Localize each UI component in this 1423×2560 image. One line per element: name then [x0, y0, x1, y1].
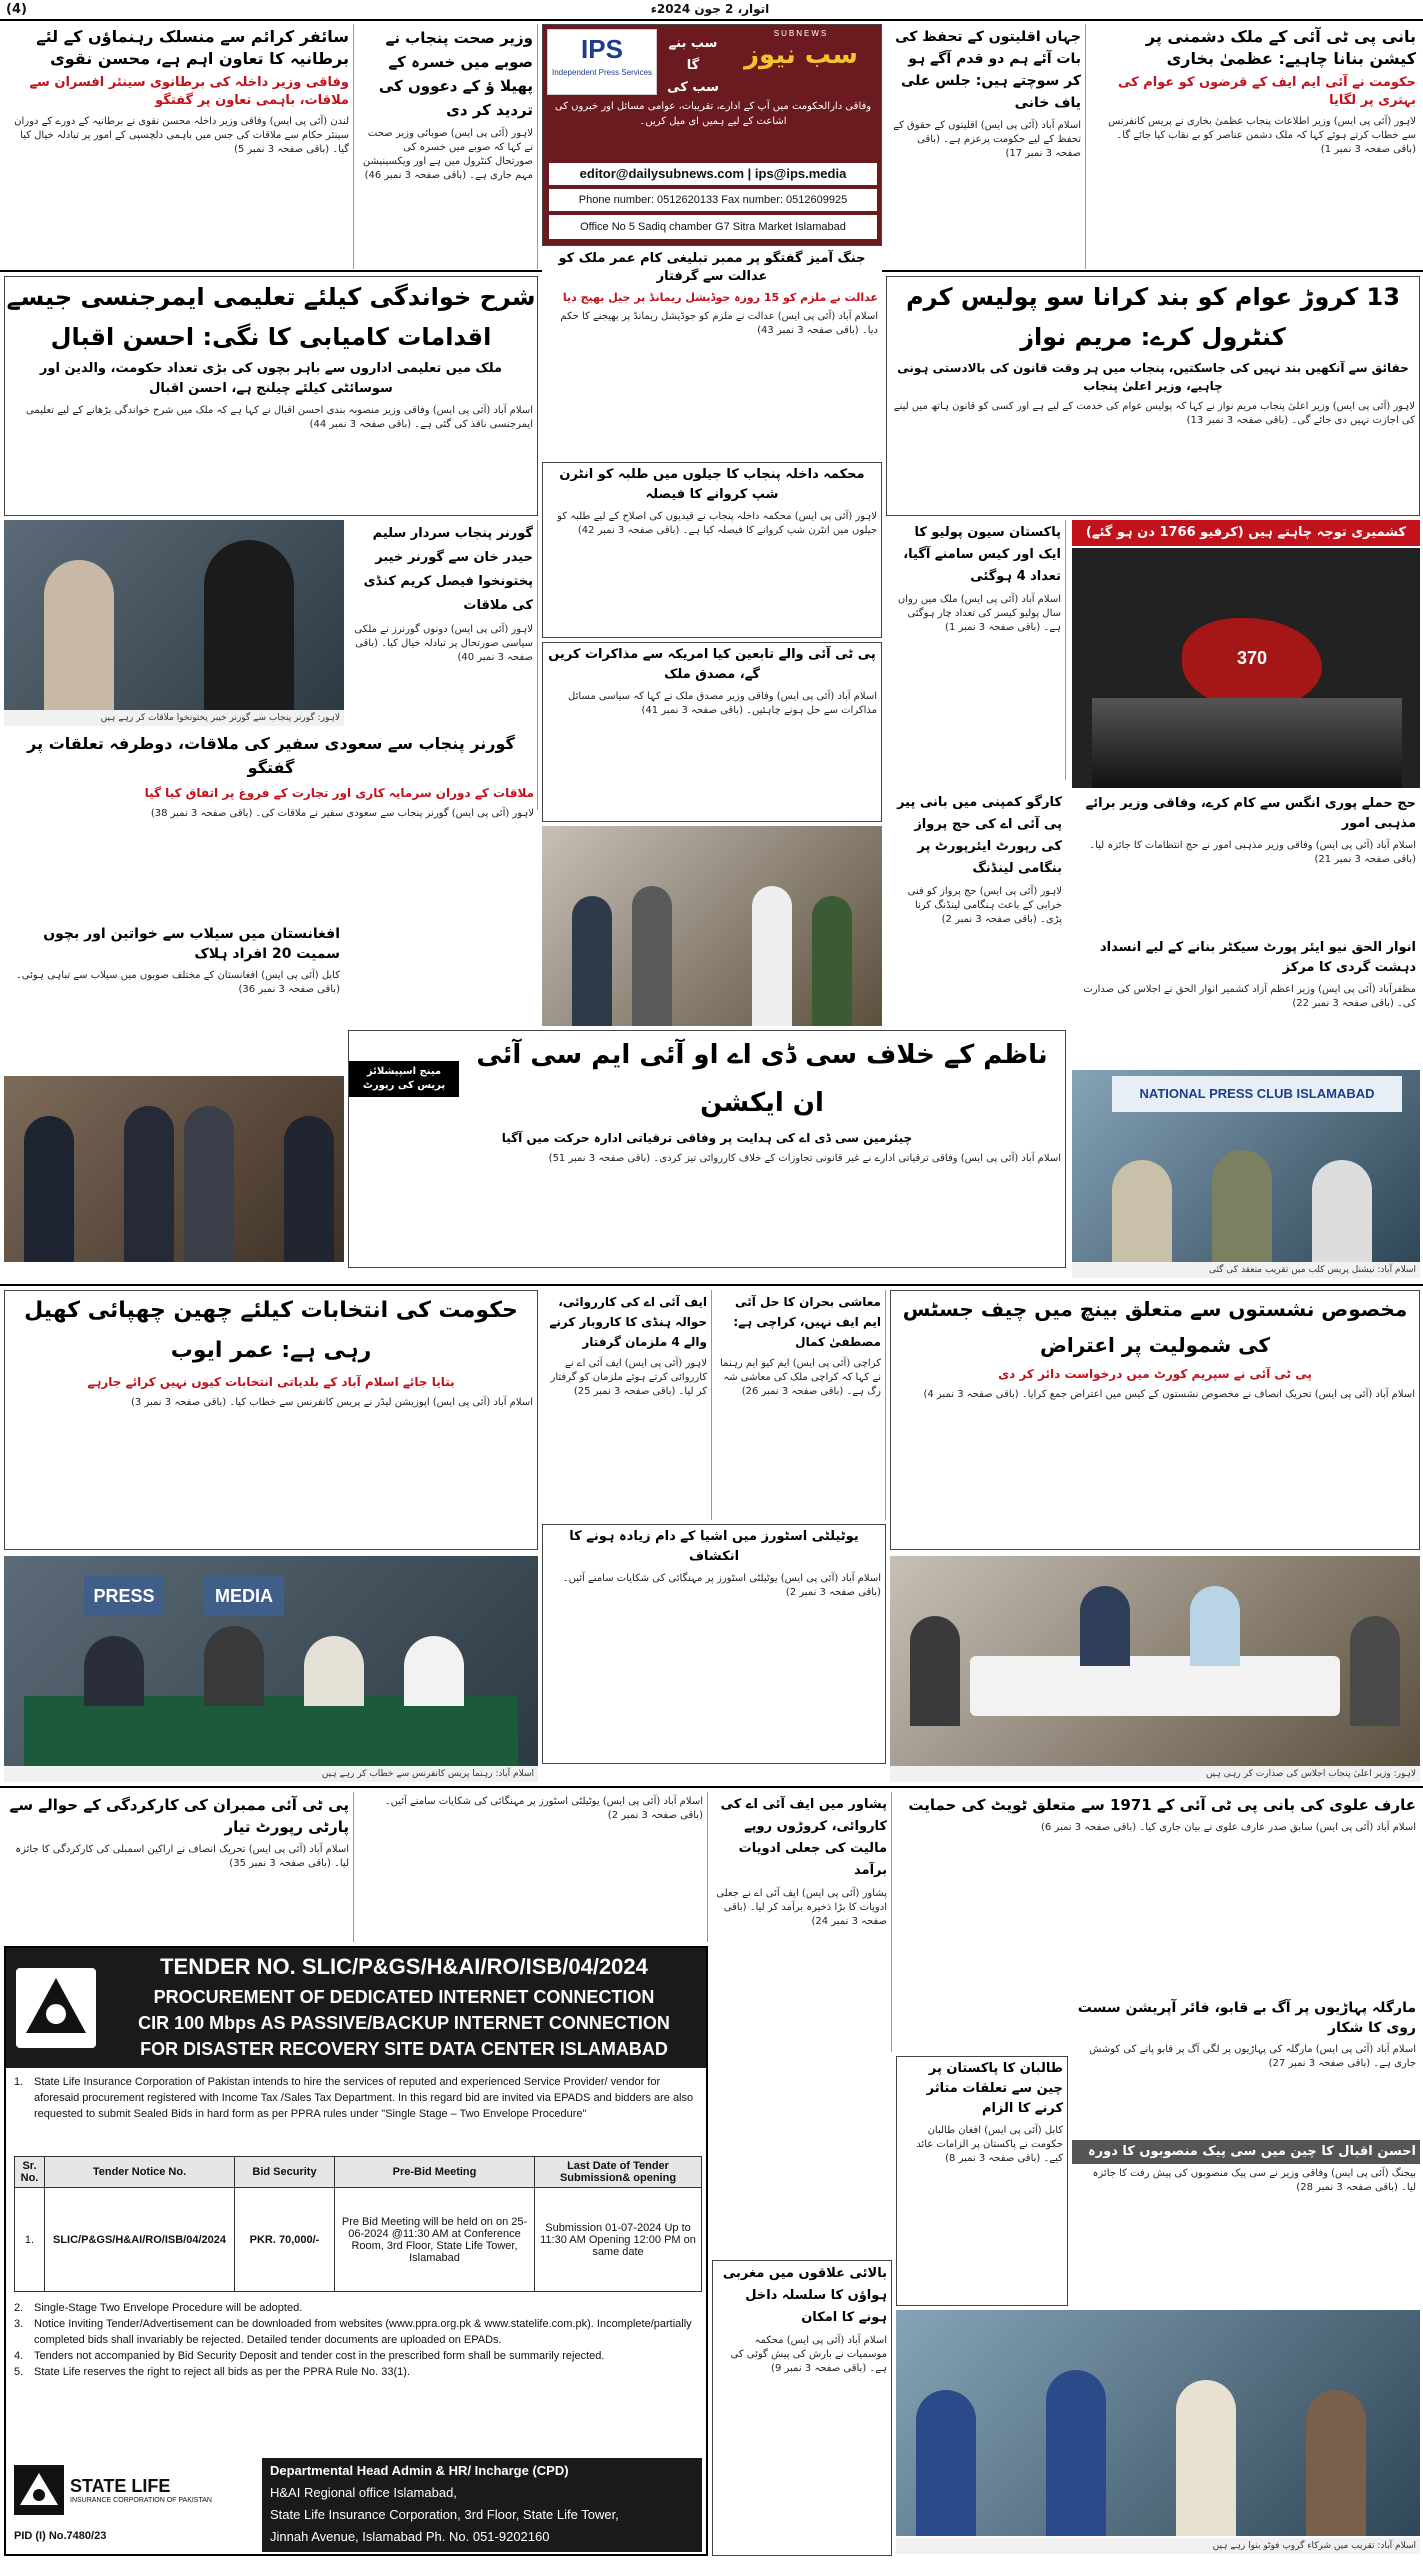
footer-logo-text: STATE LIFE: [70, 2476, 171, 2496]
tender-line-1: PROCUREMENT OF DEDICATED INTERNET CONNECTION: [153, 1987, 655, 2007]
article-center-mid2: [542, 642, 882, 822]
article-right-a: [1072, 792, 1420, 932]
headline: وزیر صحت پنجاب نے صوبے میں خسرہ کے پھیلا ؤ کے دعووں کی تردید کر دی: [378, 29, 533, 119]
th-security: Bid Security: [235, 2157, 335, 2188]
masthead: [542, 24, 882, 246]
article-center-mid4: [886, 790, 1066, 990]
footer-logo-sub: INSURANCE CORPORATION OF PAKISTAN: [70, 2497, 212, 2504]
page-number: (4): [6, 2, 27, 17]
note-text: State Life reserves the right to reject all bids as per the PPRA Rule No. 33(1).: [34, 2366, 411, 2378]
headline: جنگ آمیز گفتگو پر ممبر تبلیغی کام عمر ملک کو عدالت سے گرفتار: [558, 251, 866, 284]
headline: جہاں اقلیتوں کے تحفظ کی بات آئے ہم دو قدم آگے ہو کر سوچتے ہیں: جلس علی یاف خانی: [895, 29, 1081, 111]
article-body: اسلام آباد (آئی پی ایس) تحریک انصاف نے مخصوص نشستوں کے کیس میں اعتراض جمع کرایا۔ (باقی صفحہ 3 نمبر 4): [923, 1389, 1415, 1400]
ips-label: IPS: [581, 34, 623, 64]
headline: انوار الحق نیو ایئر پورٹ سیکٹر بنانے کے لیے انسداد دہشت گردی کا مرکز: [1099, 940, 1416, 975]
headline: بالائی علاقوں میں مغربی ہواؤں کا سلسلہ داخل ہونے کا امکان: [722, 2266, 887, 2325]
article-ahsan2: [1072, 2140, 1420, 2260]
article-top-right: [1090, 24, 1420, 269]
th-sr: Sr. No.: [15, 2157, 45, 2188]
governor-caption: لاہور: گورنر پنجاب سے گورنر خیبر پختونخوا ملاقات کر رہے ہیں: [4, 710, 344, 726]
person-silhouette: [404, 1636, 464, 1706]
article-body: بیجنگ (آئی پی ایس) وفاقی وزیر نے سی پیک منصوبوں کی پیش رفت کا جائزہ لیا۔ (باقی صفحہ 3 نمبر 28): [1092, 2168, 1416, 2193]
kashmir-banner: کشمیری توجہ چاہتے ہیں (کرفیو 1766 دن ہو گئے): [1072, 520, 1420, 546]
person-silhouette: [1212, 1150, 1272, 1262]
press-conference-photo: [4, 1556, 538, 1766]
contact-4: Jinnah Avenue, Islamabad Ph. No. 051-9202160: [270, 2529, 550, 2544]
cda-photo: [542, 826, 882, 1026]
article-body: اسلام آباد (آئی پی ایس) عدالت نے ملزم کو جوڈیشل ریمانڈ پر بھیجنے کا حکم دیا۔ (باقی صفحہ 3 نمبر 43): [560, 311, 878, 336]
headline: 13 کروڑ عوام کو بند کرانا سو پولیس کرم کنٹرول کرے: مریم نواز: [906, 283, 1400, 351]
press-club-caption: اسلام آباد: نیشنل پریس کلب میں تقریب منعقد کی گئی: [1072, 1262, 1420, 1278]
td-notice: SLIC/P&GS/H&AI/RO/ISB/04/2024: [45, 2188, 235, 2292]
slogan: [661, 33, 725, 95]
article-body: اسلام آباد (آئی پی ایس) یوٹیلٹی اسٹورز پر مہنگائی کی شکایات سامنے آئیں۔ (باقی صفحہ 3 نمبر 2): [562, 1573, 881, 1598]
media-sign: MEDIA: [204, 1576, 284, 1616]
article-body: کراچی (آئی پی ایس) ایم کیو ایم رہنما نے کہا کہ کراچی ملک کی معاشی شہ رگ ہے۔ (باقی صفحہ 3 نمبر 26): [720, 1358, 881, 1397]
subheadline: چیئرمین سی ڈی اے کی ہدایت پر وفاقی ترقیاتی ادارہ حرکت میں آگیا: [501, 1131, 913, 1145]
ips-full: Independent Press Services: [551, 68, 653, 77]
article-fia: [542, 1290, 712, 1520]
row-rule-2: [0, 1284, 1423, 1286]
article-margalla: [1072, 1996, 1420, 2136]
article-body: لاہور (آئی پی ایس) گورنر پنجاب سے سعودی سفیر نے ملاقات کی۔ (باقی صفحہ 3 نمبر 38): [150, 808, 534, 819]
slogan-1: سب بنے گا: [668, 36, 718, 73]
article-body: اسلام آباد (آئی پی ایس) ملک میں رواں سال پولیو کیسز کی تعداد چار ہوگئی ہے۔ (باقی صفحہ 3 نمبر 1): [897, 594, 1061, 633]
headline: شرح خواندگی کیلئے تعلیمی ایمرجنسی جیسے اقدامات کامیابی کا نگی: احسن اقبال: [6, 283, 536, 351]
td-prebid: Pre Bid Meeting will be held on on 25-06-2024 @11:30 AM at Conference Room, 3rd Floor, State Life Tower, Islamabad: [335, 2188, 535, 2292]
meeting-table: [970, 1656, 1340, 1716]
person-silhouette: [1112, 1160, 1172, 1262]
tender-notes: [14, 2300, 702, 2456]
note-item: [14, 2348, 702, 2364]
note-num: 5.: [14, 2366, 24, 2378]
person-silhouette: [204, 1626, 264, 1706]
article-body: اسلام آباد (آئی پی ایس) محکمہ موسمیات نے بارش کی پیش گوئی کی ہے۔ (باقی صفحہ 3 نمبر 9): [730, 2335, 887, 2374]
hands-graphic: [1092, 698, 1402, 788]
kashmir-number: 370: [1236, 648, 1268, 668]
article-dmc: [348, 1030, 1066, 1268]
headline: کارگو کمپنی میں بانی پیر پی آئی اے کی حج پرواز کی رپورٹ ایئرپورٹ پر بنگامی لینڈنگ: [897, 795, 1062, 876]
person-silhouette: [1350, 1616, 1400, 1726]
article-body: مظفرآباد (آئی پی ایس) وزیر اعظم آزاد کشمیر انوار الحق نے اجلاس کی صدارت کی۔ (باقی صفحہ 3 نمبر 22): [1083, 984, 1416, 1009]
article-saudi: [4, 730, 538, 920]
td-security: PKR. 70,000/-: [235, 2188, 335, 2292]
intro-text: State Life Insurance Corporation of Pakistan intends to hire the services of reputed and experienced Service Provider/ vendor for aforesaid procurement registered with Income Tax /Sales Tax Department. In this regard bid are invited via EPADS and bidders are also requested to submit Sealed Bids in hard form as per PPRA rules under "Single Stage – Two Envelope Procedure": [34, 2076, 694, 2120]
page-date: اتوار، 2 جون 2024ء: [650, 2, 770, 16]
person-silhouette: [1312, 1160, 1372, 1262]
person-silhouette: [124, 1106, 174, 1262]
state-life-logo-icon: [16, 1968, 96, 2048]
person-silhouette: [1176, 2380, 1236, 2536]
article-afghan: [4, 922, 344, 1072]
person-silhouette: [916, 2390, 976, 2536]
tender-line-3: FOR DISASTER RECOVERY SITE DATA CENTER ISLAMABAD: [140, 2039, 668, 2059]
article-body: لندن (آئی پی ایس) وفاقی وزیر داخلہ محسن نقوی نے برطانیہ کے دورے کے دوران سینئر حکام سے ملاقات کی جس میں باہمی دلچسپی کے امور پر تبادلہ خیال کیا گیا۔ (باقی صفحہ 3 نمبر 5): [14, 116, 349, 155]
person-silhouette: [1306, 2390, 1366, 2536]
headline: سائفر کرائم سے منسلک رہنماؤں کے لئے برطانیہ کا تعاون اہم ہے، محسن نقوی: [36, 27, 349, 68]
note-num: 3.: [14, 2318, 24, 2330]
press-conference-caption: اسلام آباد: رہنما پریس کانفرنس سے خطاب کر رہے ہیں: [4, 1766, 538, 1782]
headline: احسن اقبال کا چین میں سی پیک منصوبوں کا دورہ: [1072, 2140, 1420, 2164]
masthead-address: Office No 5 Sadiq chamber G7 Sitra Market Islamabad: [549, 215, 877, 239]
person-silhouette: [572, 896, 612, 1026]
row-rule-1b: [882, 270, 1423, 272]
subheadline: حکومت نے آئی ایم ایف کے قرضوں کو عوام کی بہتری پر لگایا: [1118, 75, 1416, 108]
person-silhouette: [632, 886, 672, 1026]
note-item: [14, 2300, 702, 2316]
person-silhouette: [24, 1116, 74, 1262]
person-silhouette: [84, 1636, 144, 1706]
article-body: اسلام آباد (آئی پی ایس) اقلیتوں کے حقوق کے تحفظ کے لیے حکومت پرعزم ہے۔ (باقی صفحہ 3 نمبر 17): [893, 120, 1081, 159]
headline: حج حملے پوری انگس سے کام کرے، وفاقی وزیر برائے مذہبی امور: [1085, 796, 1416, 831]
governor-photo: [4, 520, 344, 710]
subheadline: بتایا جائے اسلام آباد کے بلدیاتی انتخابات کیوں نہیں کرائے جارہے: [87, 1375, 455, 1389]
person-silhouette: [812, 896, 852, 1026]
article-right-b: [1072, 936, 1420, 1066]
article-body: لاہور (آئی پی ایس) وزیر اطلاعات پنجاب عظمیٰ بخاری نے پریس کانفرنس سے خطاب کرتے ہوئے کہا کہ ملک دشمن عناصر کو بے نقاب کیا جائے گا۔ (باقی صفحہ 3 نمبر 1): [1108, 116, 1416, 155]
person-silhouette: [44, 560, 114, 710]
person-silhouette: [1046, 2370, 1106, 2536]
person-silhouette: [1190, 1586, 1240, 1666]
article-pti-party: [4, 1792, 354, 1942]
td-sr: 1.: [15, 2188, 45, 2292]
masthead-email[interactable]: editor@dailysubnews.com | ips@ips.media: [549, 163, 877, 185]
article-body: اسلام آباد (آئی پی ایس) وفاقی وزیر مذہبی امور نے حج انتظامات کا جائزہ لیا۔ (باقی صفحہ 3 نمبر 21): [1089, 840, 1416, 865]
article-top-mid-left: [358, 24, 538, 269]
article-body: لاہور (آئی پی ایس) ایف آئی اے نے کارروائی کرتے ہوئے ملزمان کو گرفتار کر لیا۔ (باقی صفحہ 3 نمبر 25): [550, 1358, 707, 1397]
headline: محکمہ داخلہ پنجاب کا جیلوں میں طلبہ کو انٹرن شپ کروانے کا فیصلہ: [559, 467, 865, 502]
person-silhouette: [184, 1106, 234, 1262]
td-lastdate: Submission 01-07-2024 Up to 11:30 AM Opening 12:00 PM on same date: [535, 2188, 702, 2292]
note-text: Tenders not accompanied by Bid Security Deposit and tender cost in the prescribed form shall be summarily rejected.: [34, 2350, 605, 2362]
article-hockey: [4, 1290, 538, 1550]
person-silhouette: [284, 1116, 334, 1262]
tender-header: [6, 1948, 706, 2068]
ips-logo: [547, 29, 657, 95]
headline: بانی پی ٹی آئی کے ملک دشمنی پر کیشن بنانا چاہیے: عظمیٰ بخاری: [1145, 27, 1416, 68]
th-notice: Tender Notice No.: [45, 2157, 235, 2188]
meeting-photo: [890, 1556, 1420, 1766]
article-bottom-mid: [712, 2260, 892, 2556]
note-num: 2.: [14, 2302, 24, 2314]
row-rule-3: [0, 1786, 1423, 1788]
press-sign: PRESS: [84, 1576, 164, 1616]
headline: ایف آئی اے کی کارروائی، حوالہ ہنڈی کا کاروبار کرنے والے 4 ملزمان گرفتار: [549, 1295, 707, 1349]
contact-1: Departmental Head Admin & HR/ Incharge (CPD): [270, 2463, 569, 2478]
th-prebid: Pre-Bid Meeting: [335, 2157, 535, 2188]
article-body: اسلام آباد (آئی پی ایس) وفاقی وزیر منصوبہ بندی احسن اقبال نے کہا ہے کہ ملک میں شرح خواندگی بڑھانے کے لیے تعلیمی ایمرجنسی نافذ کی گئی ہے۔ (باقی صفحہ 3 نمبر 44): [26, 405, 533, 430]
article-top-right2: [886, 24, 1086, 269]
headline: طالبان کا پاکستان پر چین سے تعلقات متاثر کرنے کا الزام: [926, 2061, 1063, 2116]
masthead-intro: وفاقی دارالحکومت میں آپ کے ادارے، تقریبات، عوامی مسائل اور خبروں کی اشاعت کے لیے ہمیں ای میل کریں۔: [554, 101, 872, 127]
person-silhouette: [304, 1636, 364, 1706]
person-silhouette: [910, 1616, 960, 1726]
article-peshawar: [712, 1792, 892, 2052]
article-utility2: [358, 1792, 708, 1942]
dmc-tag: مینج اسپیشلائز پریس کی رپورٹ: [349, 1061, 459, 1097]
slogan-2: سب کی: [667, 80, 719, 95]
row-rule-1: [0, 270, 542, 272]
article-body: لاہور (آئی پی ایس) صوبائی وزیر صحت نے کہا کہ صوبے میں خسرہ کی صورتحال کنٹرول میں ہے اور ویکسینیشن مہم جاری ہے۔ (باقی صفحہ 3 نمبر 46): [362, 128, 533, 181]
subheadline: وفاقی وزیر داخلہ کی برطانوی سینئر افسران سے ملاقات، باہمی تعاون پر گفتگو: [29, 75, 349, 108]
headline: ناظم کے خلاف سی ڈی اے او آئی ایم سی آئی ان ایکشن: [476, 1040, 1048, 1118]
headline: یوٹیلٹی اسٹورز میں اشیا کے دام زیادہ ہونے کا انکشاف: [569, 1529, 859, 1564]
note-item: [14, 2316, 702, 2348]
article-taliban: [896, 2056, 1068, 2306]
subheadline: پی ٹی آئی نے سپریم کورٹ میں درخواست دائر کر دی: [998, 1367, 1312, 1381]
article-center-mid3: [886, 520, 1066, 780]
headline: پشاور میں ایف آئی اے کی کاروائی، کروڑوں روپے مالیت کی جعلی ادویات برآمد: [720, 1797, 887, 1878]
tender-table: [14, 2156, 702, 2294]
article-justice: [890, 1290, 1420, 1550]
article-body: اسلام آباد (آئی پی ایس) سابق صدر عارف علوی نے بیان جاری کیا۔ (باقی صفحہ 3 نمبر 6): [1040, 1822, 1416, 1833]
article-body: کابل (آئی پی ایس) افغان طالبان حکومت نے پاکستان پر الزامات عائد کیے۔ (باقی صفحہ 3 نمبر 8): [916, 2125, 1063, 2164]
article-body: پشاور (آئی پی ایس) ایف آئی اے نے جعلی ادویات کا بڑا ذخیرہ برآمد کر لیا۔ (باقی صفحہ 3 نمبر 24): [716, 1888, 887, 1927]
tender-intro: [14, 2074, 702, 2154]
article-center-mid: [542, 462, 882, 638]
tender-footer-logo: [14, 2460, 254, 2520]
press-club-photo: [1072, 1070, 1420, 1262]
state-life-small-icon: [14, 2465, 64, 2515]
top-rule: [0, 19, 1423, 21]
kashmir-graphic: [1072, 548, 1420, 788]
subheadline: ملک میں تعلیمی اداروں سے باہر بچوں کی بڑی تعداد حکومت، والدین اور سوسائٹی کیلئے چیلنج ہے، احسن اقبال: [39, 361, 503, 396]
subheadline: حقائق سے آنکھیں بند نہیں کی جاسکتیں، پنجاب میں ہر وقت قانون کی بالادستی ہونی چاہیے، وزیر اعلیٰ پنجاب: [897, 361, 1409, 393]
article-body: لاہور (آئی پی ایس) دونوں گورنرز نے ملکی سیاسی صورتحال پر تبادلہ خیال کیا۔ (باقی صفحہ 3 نمبر 40): [354, 624, 533, 663]
article-body: لاہور (آئی پی ایس) حج پرواز کو فنی خرابی کے باعث ہنگامی لینڈنگ کرنا پڑی۔ (باقی صفحہ 3 نمبر 2): [907, 886, 1062, 925]
bottom-photo: [896, 2310, 1420, 2536]
logo-sub: SUBNEWS: [773, 29, 829, 38]
masthead-logo: [723, 29, 879, 95]
article-body: اسلام آباد (آئی پی ایس) وفاقی وزیر مصدق ملک نے کہا کہ سیاسی مسائل مذاکرات سے حل ہونے چاہئیں۔ (باقی صفحہ 3 نمبر 41): [568, 691, 877, 716]
headline: حکومت کی انتخابات کیلئے چھین چھپائی کھیل رہی ہے: عمر ایوب: [24, 1298, 518, 1363]
article-body: اسلام آباد (آئی پی ایس) وفاقی ترقیاتی ادارے نے غیر قانونی تجاوزات کے خلاف کارروائی تیز کردی۔ (باقی صفحہ 3 نمبر 51): [548, 1153, 1061, 1164]
tender-line-2: CIR 100 Mbps AS PASSIVE/BACKUP INTERNET CONNECTION: [138, 2013, 670, 2033]
article-mqm: [716, 1290, 886, 1520]
person-silhouette: [204, 540, 294, 710]
article-lead-right: [886, 276, 1420, 516]
article-alvi: [896, 1792, 1420, 1992]
tender-contact: [262, 2458, 702, 2552]
article-body: لاہور (آئی پی ایس) محکمہ داخلہ پنجاب نے قیدیوں کی اصلاح کے لیے طلبہ کو جیلوں میں انٹرن شپ کروانے کا فیصلہ کیا ہے۔ (باقی صفحہ 3 نمبر 42): [557, 511, 877, 536]
press-club-sign: NATIONAL PRESS CLUB ISLAMABAD: [1112, 1076, 1402, 1112]
note-item: [14, 2364, 702, 2380]
envoy-photo: [4, 1076, 344, 1262]
bottom-photo-caption: اسلام آباد: تقریب میں شرکاء گروپ فوٹو بنوا رہے ہیں: [896, 2538, 1420, 2554]
headline: پی ٹی آئی والے تابعین کیا امریکہ سے مذاکرات کریں گے، مصدق ملک: [548, 647, 876, 682]
meeting-caption: لاہور: وزیر اعلیٰ پنجاب اجلاس کی صدارت کر رہی ہیں: [890, 1766, 1420, 1782]
subheadline: ملاقات کے دوران سرمایہ کاری اور تجارت کے فروغ پر اتفاق کیا گیا: [144, 786, 534, 800]
article-center-top: [542, 248, 882, 458]
headline: افغانستان میں سیلاب سے خواتین اور بچوں سمیت 20 افراد ہلاک: [43, 926, 340, 962]
headline: گورنر پنجاب سردار سلیم حیدر خان سے گورنر خیبر پختونخوا فیصل کریم کنڈی کی ملاقات: [363, 526, 533, 613]
headline: معاشی بحران کا حل آئی ایم ایف نہیں، کراچی ہے: مصطفیٰ کمال: [733, 1295, 881, 1349]
headline: مخصوص نشستوں سے متعلق بینچ میں چیف جسٹس کی شمولیت پر اعتراض: [902, 1297, 1408, 1357]
article-top-left: [4, 24, 354, 269]
tender-ad: [4, 1946, 708, 2556]
headline: عارف علوی کی بانی پی ٹی آئی کے 1971 سے متعلق ٹویٹ کی حمایت: [908, 1796, 1416, 1814]
article-body: لاہور (آئی پی ایس) وزیر اعلیٰ پنجاب مریم نواز نے کہا کہ پولیس عوام کی خدمت کے لیے ہے اور کسی کو قانون ہاتھ میں لینے کی اجازت نہیں دی جائے گی۔ (باقی صفحہ 3 نمبر 13): [893, 401, 1415, 426]
article-utility: [542, 1524, 886, 1764]
article-body: اسلام آباد (آئی پی ایس) اپوزیشن لیڈر نے پریس کانفرنس سے خطاب کیا۔ (باقی صفحہ 3 نمبر 3): [131, 1397, 533, 1408]
note-text: Notice Inviting Tender/Advertisement can be downloaded from websites (www.ppra.org.pk & www.statelife.com.pk). Incomplete/partially completed bids shall invariably be rejected. Detailed tender documents are uploaded on EPADs.: [34, 2318, 692, 2346]
note-text: Single-Stage Two Envelope Procedure will be adopted.: [34, 2302, 303, 2314]
th-lastdate: Last Date of Tender Submission& opening: [535, 2157, 702, 2188]
article-body: اسلام آباد (آئی پی ایس) مارگلہ کی پہاڑیوں پر لگی آگ پر قابو پانے کی کوشش جاری ہے۔ (باقی صفحہ 3 نمبر 27): [1089, 2044, 1416, 2069]
person-silhouette: [1080, 1586, 1130, 1666]
table-cloth: [24, 1696, 518, 1766]
contact-2: H&AI Regional office Islamabad,: [270, 2485, 457, 2500]
article-body: اسلام آباد (آئی پی ایس) یوٹیلٹی اسٹورز پر مہنگائی کی شکایات سامنے آئیں۔ (باقی صفحہ 3 نمبر 2): [384, 1796, 703, 1821]
article-body: اسلام آباد (آئی پی ایس) تحریک انصاف نے اراکین اسمبلی کی کارکردگی کا جائزہ لیا۔ (باقی صفحہ 3 نمبر 35): [15, 1844, 349, 1869]
headline: پی ٹی آئی ممبران کی کارکردگی کے حوالے سے پارٹی رپورٹ تیار: [9, 1796, 349, 1836]
subheadline: عدالت نے ملزم کو 15 روزہ جوڈیشل ریمانڈ پر جیل بھیج دیا: [562, 291, 878, 304]
article-lead-left: [4, 276, 538, 516]
headline: پاکستان سیون پولیو کا ایک اور کیس سامنے آگیا، تعداد 4 ہوگئی: [903, 525, 1061, 584]
intro-num: 1.: [14, 2076, 24, 2088]
article-body: کابل (آئی پی ایس) افغانستان کے مختلف صوبوں میں سیلاب سے تباہی ہوئی۔ (باقی صفحہ 3 نمبر 36): [15, 970, 340, 995]
person-silhouette: [752, 886, 792, 1026]
note-num: 4.: [14, 2350, 24, 2362]
headline: مارگلہ پہاڑیوں پر آگ بے قابو، فائر آپریشن سست روی کا شکار: [1077, 2000, 1416, 2036]
headline: گورنر پنجاب سے سعودی سفیر کی ملاقات، دوطرفہ تعلقات پر گفتگو: [27, 734, 515, 777]
logo-text: سب نیوز: [744, 40, 858, 70]
masthead-phone: Phone number: 0512620133 Fax number: 0512609925: [549, 189, 877, 211]
tender-title: TENDER NO. SLIC/P&GS/H&AI/RO/ISB/04/2024: [160, 1954, 648, 1979]
contact-3: State Life Insurance Corporation, 3rd Floor, State Life Tower,: [270, 2507, 619, 2522]
tender-pid: PID (I) No.7480/23: [14, 2530, 107, 2542]
